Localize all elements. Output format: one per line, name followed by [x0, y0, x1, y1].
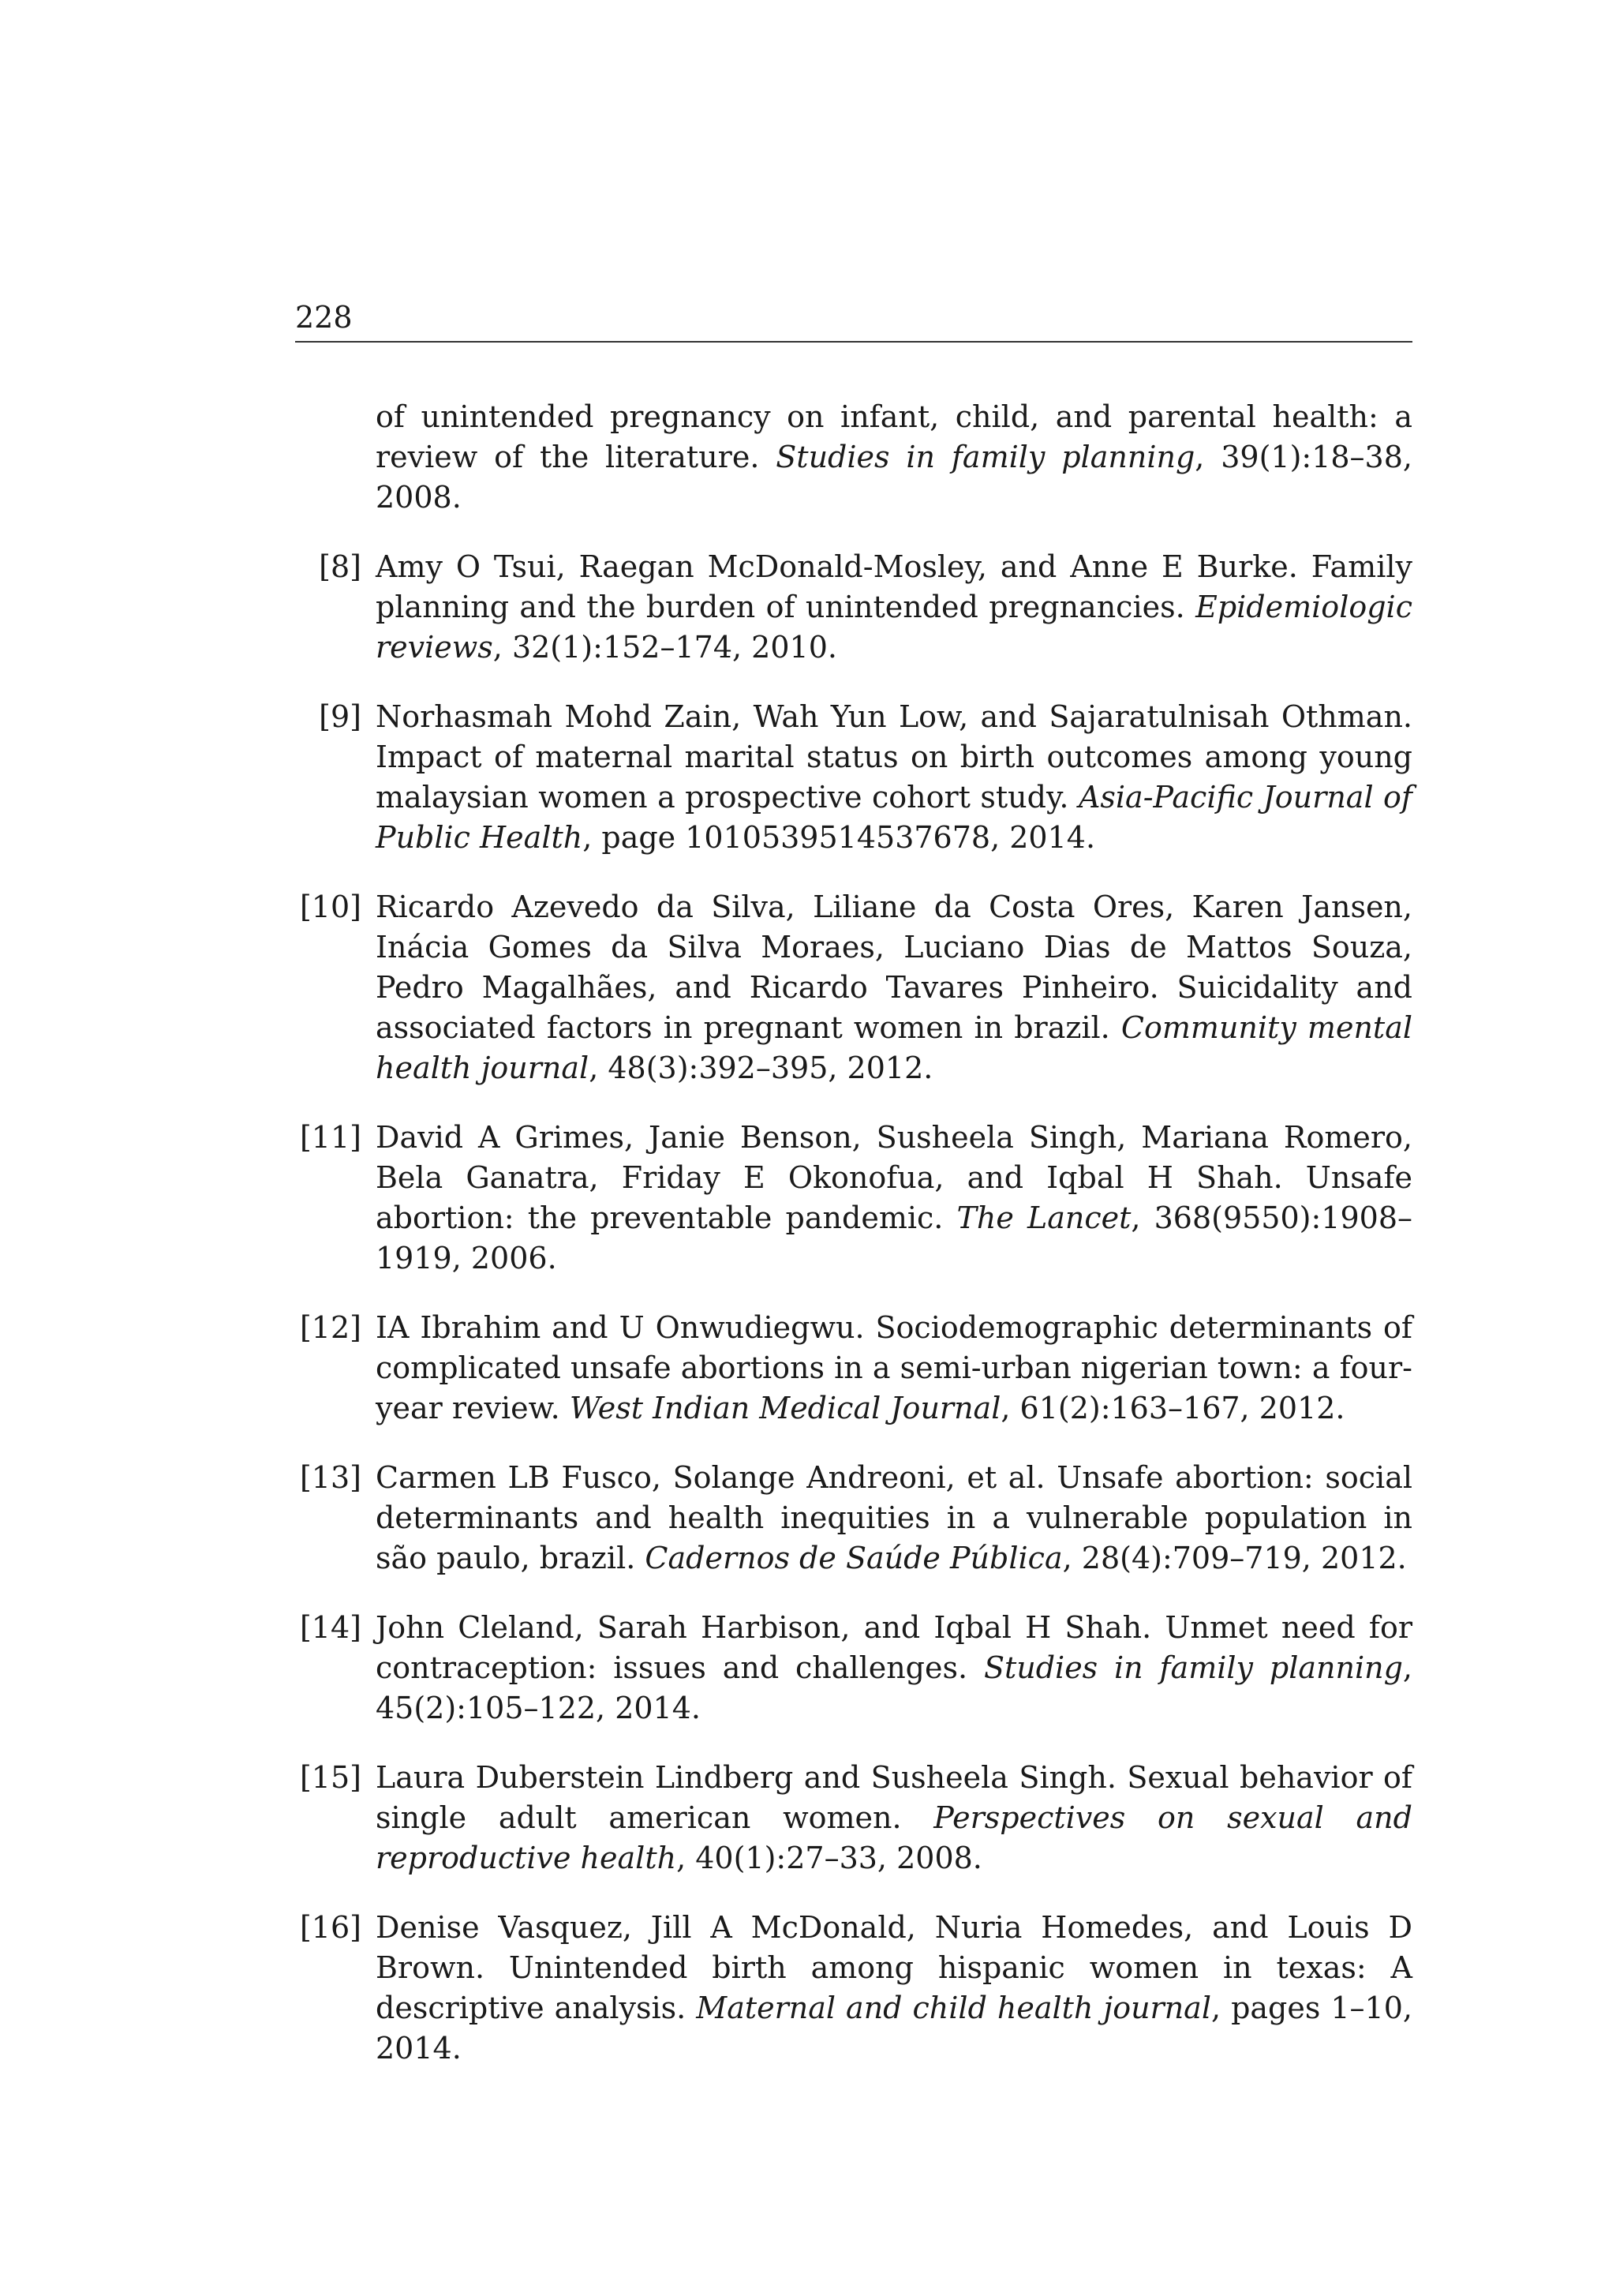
reference-text [376, 1610, 1412, 1725]
reference-authors-title: John Cleland, Sarah Harbison, and Iqbal H Shah. Unmet need for contraception: issues and challenges. [376, 1610, 1412, 1685]
reference-label: [11] [299, 1120, 361, 1155]
reference-text [376, 549, 1412, 665]
reference-label: [16] [299, 1910, 361, 1945]
reference-label: [14] [299, 1610, 361, 1645]
reference-details: , 48(3):392–395, 2012. [589, 1051, 933, 1085]
reference-journal: Epidemiologic reviews [376, 590, 1412, 665]
reference-text [376, 890, 1412, 1085]
reference-entry [295, 1308, 1412, 1429]
reference-entry [295, 1458, 1412, 1579]
reference-entry [295, 887, 1412, 1088]
reference-authors-title: Ricardo Azevedo da Silva, Liliane da Costa Ores, Karen Jansen, Inácia Gomes da Silva Moraes, Luciano Dias de Mattos Souza, Pedro Magalhães, and Ricardo Tavares Pinheiro. Suicidality and associated factors in pregnant women in brazil. [376, 890, 1412, 1045]
reference-entry [295, 1908, 1412, 2069]
reference-label: [8] [319, 549, 361, 584]
reference-details: , 45(2):105–122, 2014. [376, 1650, 1412, 1725]
reference-details: , 28(4):709–719, 2012. [1062, 1541, 1407, 1575]
reference-entry [295, 697, 1412, 858]
reference-label: [10] [299, 890, 361, 924]
reference-authors-title: Laura Duberstein Lindberg and Susheela Singh. Sexual behavior of single adult american women. [376, 1760, 1412, 1835]
reference-list [295, 397, 1412, 2098]
reference-text [376, 399, 1412, 515]
reference-authors-title: David A Grimes, Janie Benson, Susheela Singh, Mariana Romero, Bela Ganatra, Friday E Okonofua, and Iqbal H Shah. Unsafe abortion: the preventable pandemic. [376, 1120, 1412, 1235]
reference-authors-title: IA Ibrahim and U Onwudiegwu. Sociodemographic determinants of complicated unsafe abortions in a semi-urban nigerian town: a four-year review. [376, 1310, 1412, 1425]
reference-journal: Community mental health journal [376, 1010, 1412, 1085]
reference-journal: Studies in family planning [983, 1650, 1403, 1685]
reference-text [376, 699, 1412, 855]
reference-details: , page 1010539514537678, 2014. [582, 820, 1096, 855]
reference-journal: Maternal and child health journal [696, 1991, 1211, 2025]
reference-label: [13] [299, 1460, 361, 1495]
reference-entry [295, 1608, 1412, 1729]
reference-authors-title: Carmen LB Fusco, Solange Andreoni, et al. Unsafe abortion: social determinants and health inequities in a vulnerable population in são paulo, brazil. [376, 1460, 1412, 1575]
reference-journal: West Indian Medical Journal [569, 1391, 1001, 1425]
reference-label: [12] [299, 1310, 361, 1345]
reference-journal: Perspectives on sexual and reproductive health [376, 1800, 1412, 1875]
reference-text [376, 1910, 1412, 2066]
reference-details: , pages 1–10, 2014. [376, 1991, 1412, 2066]
reference-entry [295, 397, 1412, 518]
reference-text [376, 1120, 1412, 1275]
reference-journal: The Lancet [956, 1200, 1132, 1235]
reference-text [376, 1310, 1412, 1425]
page-number: 228 [295, 300, 353, 335]
reference-authors-title: Amy O Tsui, Raegan McDonald-Mosley, and Anne E Burke. Family planning and the burden of unintended pregnancies. [376, 549, 1412, 624]
page-header [295, 300, 1412, 343]
reference-entry [295, 1118, 1412, 1279]
reference-text [376, 1460, 1412, 1575]
reference-authors-title: Denise Vasquez, Jill A McDonald, Nuria Homedes, and Louis D Brown. Unintended birth among hispanic women in texas: A descriptive analysis. [376, 1910, 1412, 2025]
reference-journal: Studies in family planning [776, 440, 1195, 474]
reference-entry [295, 547, 1412, 668]
reference-details: , 61(2):163–167, 2012. [1001, 1391, 1345, 1425]
reference-authors-title: Norhasmah Mohd Zain, Wah Yun Low, and Sajaratulnisah Othman. Impact of maternal marital status on birth outcomes among young malaysian women a prospective cohort study. [376, 699, 1412, 815]
reference-journal: Asia-Pacific Journal of Public Health [376, 780, 1412, 855]
reference-details: , 368(9550):1908–1919, 2006. [376, 1200, 1412, 1275]
reference-details: , 32(1):152–174, 2010. [492, 630, 837, 665]
reference-details: , 40(1):27–33, 2008. [676, 1841, 982, 1875]
reference-label: [9] [319, 699, 361, 734]
reference-journal: Cadernos de Saúde Pública [645, 1541, 1063, 1575]
reference-authors-title: of unintended pregnancy on infant, child, and parental health: a review of the literature. [376, 399, 1412, 474]
reference-text [376, 1760, 1412, 1875]
reference-entry [295, 1758, 1412, 1878]
reference-details: , 39(1):18–38, 2008. [376, 440, 1412, 515]
reference-label: [15] [299, 1760, 361, 1795]
